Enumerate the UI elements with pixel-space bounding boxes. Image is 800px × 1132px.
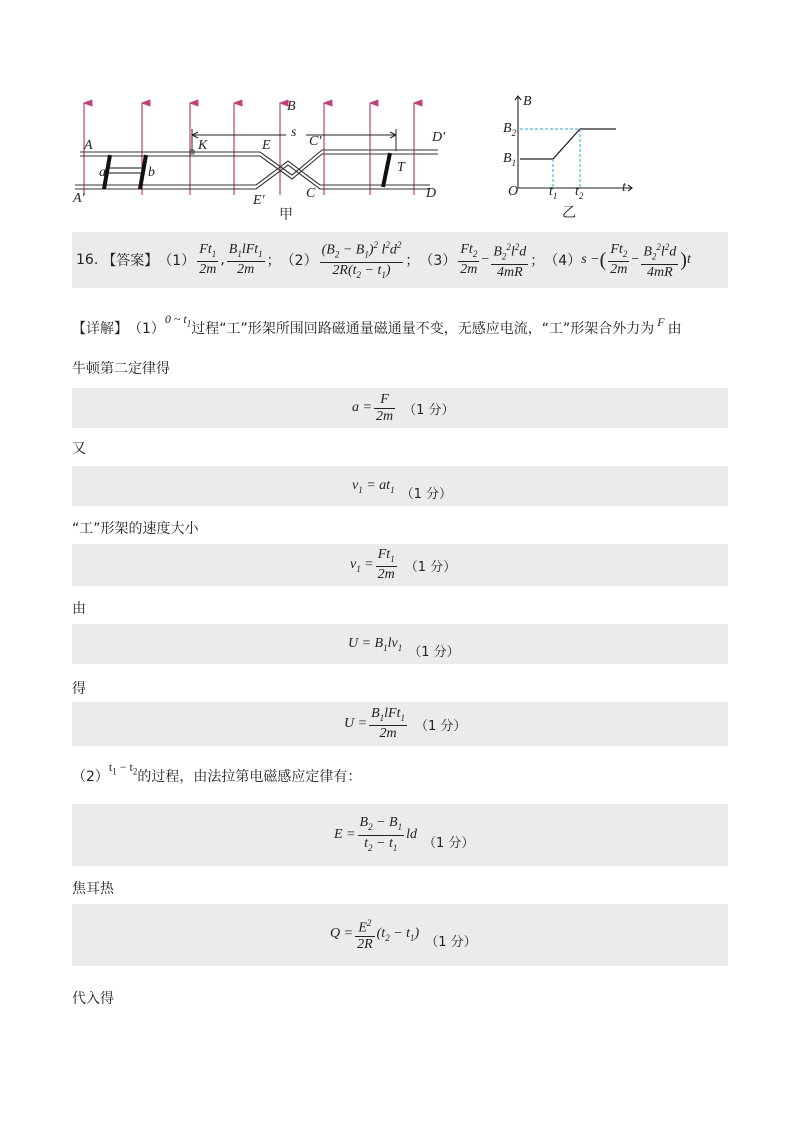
answer-part4-label: （4）	[544, 253, 582, 269]
force-symbol: F	[657, 314, 665, 329]
label-D-prime: D′	[432, 130, 446, 145]
detail-part1-label: （1）	[128, 321, 165, 337]
answer-tag: 【答案】	[102, 253, 159, 269]
eq-heat: Q = $\frac{E^2}{2R}$ $(t_2 - t_1)$ （1 分）	[330, 912, 477, 956]
answer3-frac-a: $\frac{Ft_2}{2m}$	[460, 241, 478, 278]
detail-text-3: 的过程，由法拉第电磁感应定律有：	[137, 769, 362, 785]
bt-graph	[500, 90, 640, 200]
answer4-frac-b: $\frac{B_2^2l^2d}{4mR}$	[641, 239, 678, 281]
eq-emf: E = $\frac{B_2 - B_1}{t_2 - t_1}$ ld （1 分）	[334, 814, 475, 853]
detail-line-part2	[72, 759, 362, 786]
label-b: b	[148, 165, 155, 180]
label-K: K	[198, 138, 208, 153]
label-C-prime: C′	[309, 134, 322, 149]
answer1-frac-a: $\frac{Ft_1}{2m}$	[199, 241, 217, 278]
tick-t1: $t_1$	[549, 184, 558, 201]
detail-text-2: 牛顿第二定律得	[72, 361, 170, 377]
axis-label-B: B	[523, 94, 532, 109]
answer-part2-label: （2）	[280, 253, 318, 269]
eq-acceleration: a = $\frac{F}{2m}$ （1 分）	[352, 391, 455, 424]
detail-text-1: 过程“工”形架所围回路磁通量磁通量不变，无感应电流，“工”形架合外力为	[191, 321, 655, 337]
detail-text-again: 又	[72, 441, 86, 457]
answer-sep-1: ；	[266, 253, 281, 269]
detail-text-speed: “工”形架的速度大小	[72, 521, 199, 537]
time-range-1: 0 ~ $t_1$	[164, 311, 192, 329]
detail-tag: 【详解】	[72, 321, 128, 337]
label-E-prime: E′	[253, 193, 265, 208]
answer-sep-3: ；	[530, 253, 545, 269]
label-C: C	[306, 186, 316, 201]
label-T: T	[397, 160, 405, 175]
detail-text-joule: 焦耳热	[72, 881, 114, 897]
eq-voltage-1: $U = B_1lv_1$ （1 分）	[348, 635, 460, 660]
tick-B2: $B_2$	[503, 121, 517, 138]
label-E: E	[262, 138, 271, 153]
figure-caption-jia: 甲	[279, 207, 293, 223]
label-A-prime: A′	[73, 191, 85, 206]
frame-ab	[104, 153, 390, 189]
label-B-field: B	[287, 99, 296, 114]
answer2-frac: $\frac{(B_2 - B_1)^2 l^2d^2}{2R(t_2 - t_1)}$	[320, 237, 404, 283]
label-a: a	[99, 165, 106, 180]
answer4-frac-a: $\frac{Ft_2}{2m}$	[610, 241, 628, 278]
detail-text-you: 由	[667, 321, 682, 337]
label-D: D	[426, 186, 437, 201]
answer-line: 16. 【答案】 （1） $\frac{Ft_1}{2m}$ , $\frac{B_1lFt_1}{2m}$ ； （2） $\frac{(B_2 - B_1)^2 l^2d^2}{2R(t_2 - t_1)}$ ； （3） $\frac{Ft_2}{2m}$ − $\frac{B_2^2l^2d}{4mR}$ ； （4） s − ( $\frac{Ft_2}{2m}$ − $\frac{B_2^2l^2d}{4mR}$ ) t	[76, 240, 691, 280]
answer-comma: ,	[220, 252, 225, 268]
time-range-2: $t_1 - t_2$	[108, 759, 138, 777]
question-number: 16.	[76, 252, 99, 268]
tick-t2: $t_2$	[575, 184, 584, 201]
tick-B1: $B_1$	[503, 151, 517, 168]
label-A: A	[84, 138, 93, 153]
axis-label-t: t	[622, 180, 626, 195]
detail-line-1	[72, 311, 682, 338]
figure-caption-yi: 乙	[562, 205, 576, 221]
eq-speed: $v_1$ = $\frac{Ft_1}{2m}$ （1 分）	[350, 546, 457, 583]
answer-sep-2: ；	[405, 253, 420, 269]
answer3-frac-b: $\frac{B_2^2l^2d}{4mR}$	[491, 239, 528, 281]
field-arrows	[84, 103, 414, 195]
answer-part1-label: （1）	[158, 253, 196, 269]
detail-text-get: 得	[72, 681, 86, 697]
detail-text-substitute: 代入得	[72, 991, 114, 1007]
eq-velocity: $v_1 = at_1$ （1 分）	[352, 477, 452, 502]
answer1-frac-b: $\frac{B_1lFt_1}{2m}$	[228, 241, 263, 278]
answer-part3-label: （3）	[419, 253, 457, 269]
detail-part2-label: （2）	[72, 769, 109, 785]
eq-voltage-2: U = $\frac{B_1lFt_1}{2m}$ （1 分）	[344, 705, 467, 742]
frame-ab-cross	[106, 168, 144, 173]
label-s: s	[291, 125, 297, 140]
origin-label: O	[508, 184, 519, 199]
detail-text-from: 由	[72, 601, 86, 617]
